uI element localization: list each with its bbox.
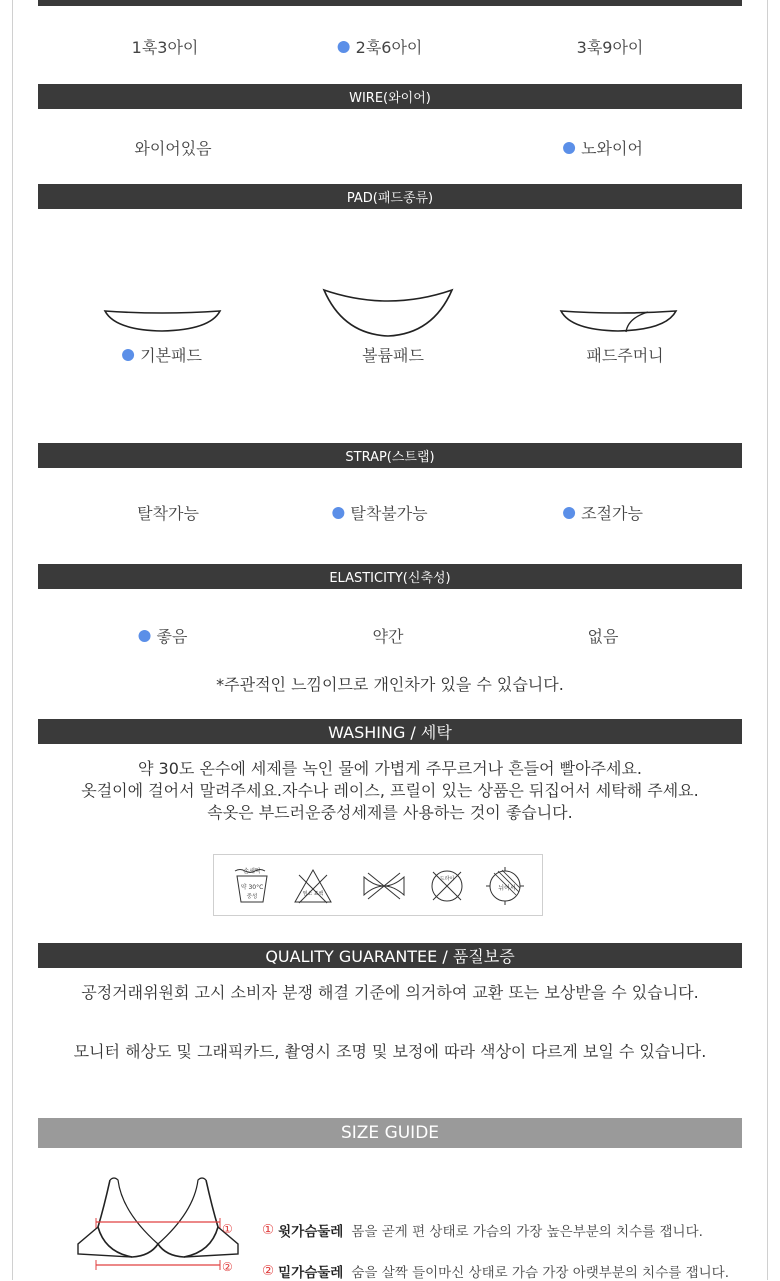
hook-option-label: 2훅6아이 xyxy=(355,38,423,57)
washing-line-3: 속옷은 부드러운중성세제를 사용하는 것이 좋습니다. xyxy=(207,803,573,822)
selected-dot-icon xyxy=(338,41,350,53)
basic-pad-icon xyxy=(100,300,225,340)
selected-dot-icon xyxy=(563,507,575,519)
dry-clean-label: 드라이 xyxy=(439,876,455,882)
elasticity-title: ELASTICITY(신축성) xyxy=(329,571,451,586)
quality-section-bar xyxy=(38,943,742,968)
elasticity-option-label: 없음 xyxy=(587,627,619,646)
care-symbols-box xyxy=(213,854,543,916)
size-guide-desc: 숨을 살짝 들이마신 상태로 가슴 가장 아랫부분의 치수를 잽니다. xyxy=(351,1265,730,1281)
wire-option-label: 노와이어 xyxy=(581,139,643,158)
hand-wash-icon xyxy=(232,865,272,907)
hand-wash-temp: 약 30°C xyxy=(240,884,264,891)
marker-under-bust: ② xyxy=(222,1260,233,1274)
pad-title: PAD(패드종류) xyxy=(346,191,434,206)
selected-dot-icon xyxy=(563,142,575,154)
elasticity-note: *주관적인 느낌이므로 개인차가 있을 수 있습니다. xyxy=(216,675,564,694)
size-guide-bar xyxy=(38,1118,742,1148)
marker-upper-bust: ① xyxy=(222,1222,233,1236)
no-wring-icon xyxy=(360,871,408,901)
no-bleach-icon xyxy=(292,867,334,905)
strap-option-label: 탈착불가능 xyxy=(350,504,428,523)
page-border-right xyxy=(767,0,768,1280)
selected-dot-icon xyxy=(122,349,134,361)
washing-title: WASHING / 세탁 xyxy=(328,723,452,742)
elasticity-option-label: 약간 xyxy=(372,627,404,646)
strap-option-label: 조절가능 xyxy=(581,504,643,523)
strap-option-1 xyxy=(137,501,199,524)
quality-line-2: 모니터 해상도 및 그래픽카드, 촬영시 조명 및 보정에 따라 색상이 다르게 보일 수 있습니다. xyxy=(73,1042,707,1061)
hook-option-3 xyxy=(577,35,644,58)
page-border-left xyxy=(12,0,13,1280)
elasticity-option-3 xyxy=(588,624,619,647)
pad-option-3 xyxy=(586,343,663,366)
quality-title: QUALITY GUARANTEE / 품질보증 xyxy=(265,947,515,966)
elasticity-option-2 xyxy=(373,624,404,647)
pad-option-label: 패드주머니 xyxy=(586,346,664,365)
washing-line-2: 옷걸이에 걸어서 말려주세요.자수나 레이스, 프릴이 있는 상품은 뒤집어서 세탁해 주세요. xyxy=(81,781,699,800)
volume-pad-icon xyxy=(318,284,458,340)
size-guide-desc: 몸을 곧게 편 상태로 가슴의 가장 높은부분의 치수를 잽니다. xyxy=(351,1224,703,1240)
size-guide-name: 윗가슴둘레 xyxy=(278,1224,344,1240)
dry-in-shade-label: 뉘어서 xyxy=(498,885,516,892)
strap-title: STRAP(스트랩) xyxy=(345,450,435,465)
elasticity-option-label: 좋음 xyxy=(156,627,188,646)
elasticity-section-bar xyxy=(38,564,742,589)
strap-section-bar xyxy=(38,443,742,468)
pad-option-label: 기본패드 xyxy=(140,346,202,365)
strap-option-label: 탈착가능 xyxy=(137,504,199,523)
strap-option-3 xyxy=(563,501,643,524)
washing-section-bar xyxy=(38,719,742,744)
hand-wash-label: 손세탁 xyxy=(243,868,261,875)
elasticity-option-1 xyxy=(139,624,188,647)
hand-wash-detergent: 중성 xyxy=(246,894,258,900)
dry-in-shade-icon xyxy=(484,865,526,907)
wire-option-1 xyxy=(134,136,211,159)
pad-section-bar xyxy=(38,184,742,209)
no-dry-clean-icon xyxy=(428,867,466,905)
size-guide-item-1 xyxy=(262,1220,703,1240)
selected-dot-icon xyxy=(332,507,344,519)
size-guide-item-2 xyxy=(262,1261,729,1281)
pad-option-1 xyxy=(122,343,202,366)
wire-section-bar xyxy=(38,84,742,109)
size-guide-title: SIZE GUIDE xyxy=(340,1123,440,1143)
bra-measure-diagram xyxy=(70,1172,245,1280)
no-bleach-label: 염소 표백 xyxy=(302,891,324,897)
hook-option-2 xyxy=(338,35,423,58)
hook-option-label: 3훅9아이 xyxy=(576,38,644,57)
size-guide-num: ① xyxy=(262,1222,275,1238)
strap-option-2 xyxy=(332,501,427,524)
quality-line-1: 공정거래위원회 고시 소비자 분쟁 해결 기준에 의거하여 교환 또는 보상받을 수 있습니다. xyxy=(81,983,699,1002)
pad-pocket-icon xyxy=(556,300,681,340)
size-guide-num: ② xyxy=(262,1263,275,1279)
selected-dot-icon xyxy=(139,630,151,642)
size-guide-name: 밑가슴둘레 xyxy=(278,1265,344,1281)
pad-option-label: 볼륨패드 xyxy=(362,346,424,365)
wire-option-label: 와이어있음 xyxy=(134,139,212,158)
hook-option-label: 1훅3아이 xyxy=(131,38,199,57)
pad-option-2 xyxy=(362,343,424,366)
washing-line-1: 약 30도 온수에 세제를 녹인 물에 가볍게 주무르거나 흔들어 빨아주세요. xyxy=(138,759,642,778)
wire-option-2 xyxy=(563,136,643,159)
wire-title: WIRE(와이어) xyxy=(349,91,431,106)
hook-section-bar xyxy=(38,0,742,6)
hook-option-1 xyxy=(132,35,199,58)
